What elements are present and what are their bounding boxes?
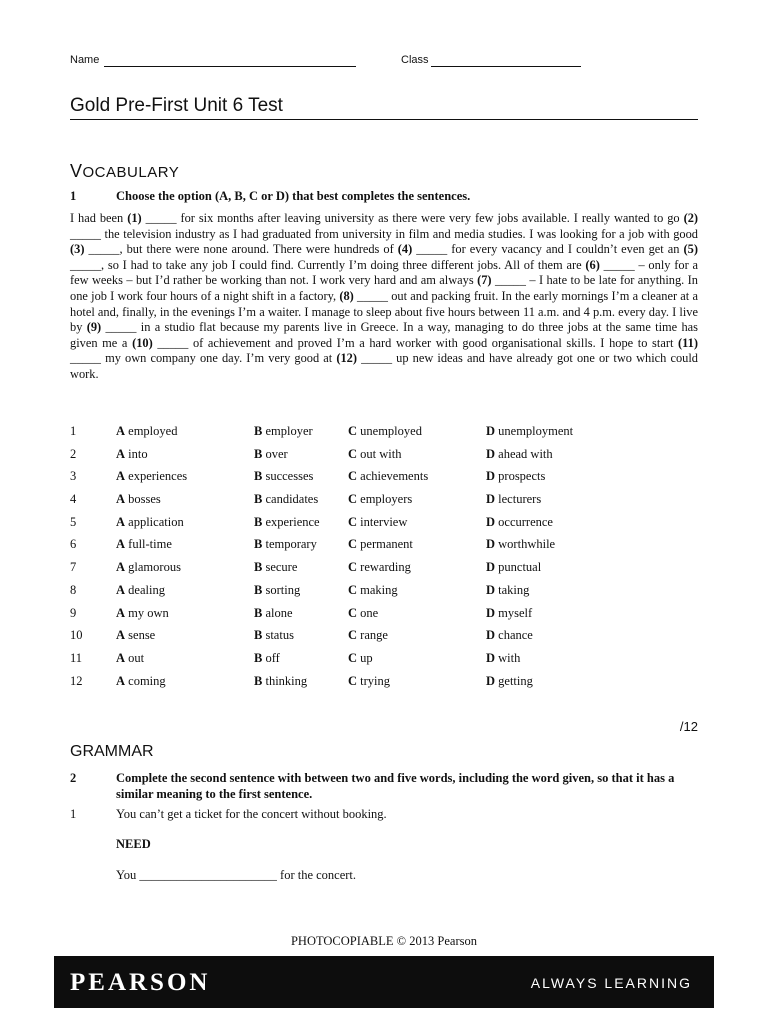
option-letter: B [254,492,263,507]
passage-text: _____, but there were none around. There were hundreds of [84,242,398,257]
question-number: 3 [70,469,77,484]
passage-text: _____ out and packing fruit. In the early mornings I’m a cleaner at a hotel and, finally, in the evenings I’m a waiter. I manage to sleep about five hours between 11 a.m. and 4 p.m. every day. I live by [70,288,698,335]
option-b[interactable] [254,424,313,439]
option-d[interactable] [486,424,573,439]
options-table [70,424,698,696]
option-text: one [357,605,379,620]
option-letter: B [254,514,263,529]
option-b[interactable] [254,651,280,666]
question-number: 11 [70,650,83,665]
option-letter: C [348,446,358,461]
option-row [70,537,698,560]
option-a[interactable] [116,492,161,507]
option-text: with [495,650,521,665]
gap-number: (10) [132,335,153,350]
option-letter: A [116,650,126,665]
grammar-heading: GRAMMAR [70,743,154,760]
option-text: sorting [262,582,301,597]
option-letter: D [486,605,496,620]
passage-text: _____ the television industry as I had graduated from university in film and media studies. I was looking for a job with good [70,226,698,241]
option-text: rewarding [357,560,411,575]
gap-number: (6) [585,257,600,272]
option-text: status [262,628,294,643]
option-text: permanent [357,537,413,552]
option-letter: D [486,650,496,665]
passage-text: _____ – I hate to be late for anything. In one job I work four hours of a night shift in a factory, [70,273,698,303]
option-letter: D [486,537,496,552]
option-text: employer [262,424,313,438]
option-c[interactable] [348,447,401,462]
option-row [70,674,698,697]
option-letter: C [348,492,358,507]
option-c[interactable] [348,606,378,621]
option-letter: C [348,628,358,643]
option-text: application [125,514,184,529]
option-row [70,560,698,583]
option-b[interactable] [254,469,313,484]
option-letter: B [254,605,263,620]
passage-text: _____ – only for a few weeks – but I’d rather be working than not. I work very hard and am always [70,257,698,288]
question-number: 8 [70,582,77,597]
option-text: employers [357,492,413,507]
option-c[interactable] [348,583,398,598]
option-a[interactable] [116,583,165,598]
option-letter: C [348,650,358,665]
passage-text: _____ for six months after leaving university as there were very few jobs available. I really wanted to go [141,211,684,225]
name-label: Name [70,54,100,66]
option-d[interactable] [486,447,553,462]
option-letter: A [116,537,126,552]
gap-number: (5) [683,242,698,257]
option-b[interactable] [254,606,293,621]
option-d[interactable] [486,674,533,689]
option-text: out with [357,446,402,461]
option-letter: C [348,560,358,575]
option-letter: A [116,560,126,575]
option-letter: A [116,492,126,507]
option-text: achievements [357,469,429,484]
tagline: ALWAYS LEARNING [530,975,692,991]
option-letter: B [254,650,263,665]
option-text: chance [495,628,533,643]
option-text: candidates [262,492,319,507]
option-d[interactable] [486,537,555,552]
option-text: sense [125,628,156,643]
option-a[interactable] [116,606,169,621]
passage-text: _____, so I had to take any job I could find. Currently I’m doing three different jobs. All of them are [70,257,586,272]
option-letter: D [486,582,496,597]
option-d[interactable] [486,515,553,530]
question-number: 12 [70,673,83,688]
question-number: 4 [70,492,77,507]
option-row [70,492,698,515]
option-row [70,447,698,470]
option-letter: B [254,424,263,438]
passage-text: _____ up new ideas and have already got one or two which could work. [70,351,698,381]
option-d[interactable] [486,492,541,507]
option-text: secure [262,560,298,575]
option-c[interactable] [348,560,411,575]
option-a[interactable] [116,651,144,666]
gap-number: (12) [336,351,357,366]
option-b[interactable] [254,560,297,575]
option-text: into [125,446,148,461]
option-text: myself [495,605,533,620]
option-letter: D [486,492,496,507]
option-letter: D [486,628,496,643]
option-text: experience [262,514,320,529]
option-a[interactable] [116,515,184,530]
option-letter: A [116,605,126,620]
score-total: /12 [679,719,698,734]
exercise-number: 1 [70,189,77,203]
option-letter: D [486,514,496,529]
passage-text: _____ in a studio flat because my parents live in Greece. In a way, managing to do three jobs at the same time has given me a [70,320,698,350]
option-d[interactable] [486,560,541,575]
option-a[interactable] [116,447,148,462]
option-letter: C [348,582,358,597]
option-row [70,651,698,674]
option-text: lecturers [495,492,542,507]
keyword: NEED [116,837,151,851]
option-text: thinking [262,673,308,688]
option-letter: C [348,673,358,688]
reading-passage [70,211,698,383]
option-letter: C [348,424,358,438]
option-text: employed [125,424,178,438]
option-letter: B [254,446,263,461]
option-text: making [357,582,398,597]
option-d[interactable] [486,606,532,621]
question-number: 2 [70,446,77,461]
gap-number: (1) [127,211,142,225]
option-text: out [125,650,145,665]
option-letter: D [486,469,496,484]
option-text: occurrence [495,514,553,529]
option-a[interactable] [116,537,172,552]
option-text: temporary [262,537,317,552]
option-letter: B [254,560,263,575]
option-text: experiences [125,469,188,484]
answer-line[interactable]: You ______________________ for the concert. [116,868,357,882]
option-text: interview [357,514,408,529]
question-number: 7 [70,560,77,575]
option-b[interactable] [254,447,288,462]
option-d[interactable] [486,469,545,484]
instruction-text: Choose the option (A, B, C or D) that best completes the sentences. [116,189,471,203]
option-text: successes [262,469,314,484]
gap-number: (9) [86,320,102,335]
option-text: bosses [125,492,161,507]
option-letter: A [116,446,126,461]
option-text: over [262,446,288,461]
option-c[interactable] [348,424,422,439]
question-number: 10 [70,628,83,643]
option-c[interactable] [348,537,413,552]
option-a[interactable] [116,560,181,575]
option-letter: B [254,673,263,688]
class-field[interactable] [431,66,581,67]
option-b[interactable] [254,628,294,643]
exercise-number: 2 [70,771,77,785]
option-row [70,424,698,447]
option-d[interactable] [486,651,520,666]
copyright-note: PHOTOCOPIABLE © 2013 Pearson [290,934,477,948]
option-a[interactable] [116,424,177,439]
option-row [70,628,698,651]
option-d[interactable] [486,583,529,598]
option-text: punctual [495,560,542,575]
option-b[interactable] [254,674,307,689]
option-letter: C [348,537,358,552]
option-b[interactable] [254,583,300,598]
option-letter: A [116,424,126,438]
option-text: ahead with [495,446,553,461]
question-number: 9 [70,605,77,620]
option-text: range [357,628,388,643]
option-text: unemployed [357,424,422,438]
question-number: 5 [70,514,77,529]
option-text: unemployment [495,424,574,438]
option-c[interactable] [348,515,407,530]
option-row [70,583,698,606]
option-text: getting [495,673,533,688]
option-d[interactable] [486,628,533,643]
option-text: glamorous [125,560,181,575]
passage-text: _____ of achievement and proved I’m a hard worker with good organisational skills. I hope to start [152,335,679,350]
option-c[interactable] [348,651,373,666]
option-b[interactable] [254,515,320,530]
option-letter: A [116,582,126,597]
original-sentence: You can’t get a ticket for the concert without booking. [116,807,387,821]
item-number: 1 [70,807,77,821]
gap-number: (4) [397,242,413,257]
option-letter: D [486,424,496,438]
option-text: dealing [125,582,165,597]
option-letter: C [348,514,358,529]
option-c[interactable] [348,674,390,689]
question-number: 6 [70,537,77,552]
pearson-logo: PEARSON [70,969,211,996]
class-label: Class [401,54,429,66]
option-c[interactable] [348,628,388,643]
question-number: 1 [70,424,77,438]
title-divider [70,119,698,120]
option-b[interactable] [254,537,317,552]
option-row [70,515,698,538]
passage-text: I had been [70,211,128,225]
option-text: coming [125,673,166,688]
option-a[interactable] [116,674,166,689]
option-c[interactable] [348,469,428,484]
vocabulary-heading: VOCABULARY [70,161,180,181]
option-letter: A [116,673,126,688]
page-title: Gold Pre-First Unit 6 Test [70,95,283,116]
option-letter: B [254,628,263,643]
option-b[interactable] [254,492,318,507]
option-text: off [262,650,280,665]
option-letter: A [116,514,126,529]
footer-bar [54,956,714,1008]
option-letter: D [486,446,496,461]
gap-number: (2) [683,211,699,225]
option-letter: C [348,605,358,620]
option-text: up [357,650,373,665]
passage-text: _____ for every vacancy and I couldn’t even get an [412,242,684,257]
option-a[interactable] [116,469,187,484]
option-text: taking [495,582,530,597]
option-text: trying [357,673,391,688]
option-c[interactable] [348,492,412,507]
option-text: full-time [125,537,172,552]
option-letter: C [348,469,358,484]
gap-number: (3) [70,242,85,257]
option-letter: B [254,469,263,484]
instruction-text: Complete the second sentence with between two and five words, including the word given, so that it has a similar meaning to the first sentence. [116,771,675,801]
option-letter: D [486,673,496,688]
option-letter: A [116,628,126,643]
name-field[interactable] [104,66,356,67]
option-letter: D [486,560,496,575]
option-row [70,469,698,492]
option-letter: B [254,582,263,597]
gap-number: (11) [678,335,698,350]
option-a[interactable] [116,628,155,643]
option-text: alone [262,605,293,620]
name-class-row [70,54,698,70]
option-text: prospects [495,469,546,484]
option-text: worthwhile [495,537,556,552]
gap-number: (8) [339,288,354,303]
gap-number: (7) [477,273,492,288]
passage-text: _____ my own company one day. I’m very good at [70,351,337,366]
option-letter: A [116,469,126,484]
option-text: my own [125,605,169,620]
option-letter: B [254,537,263,552]
option-row [70,606,698,629]
